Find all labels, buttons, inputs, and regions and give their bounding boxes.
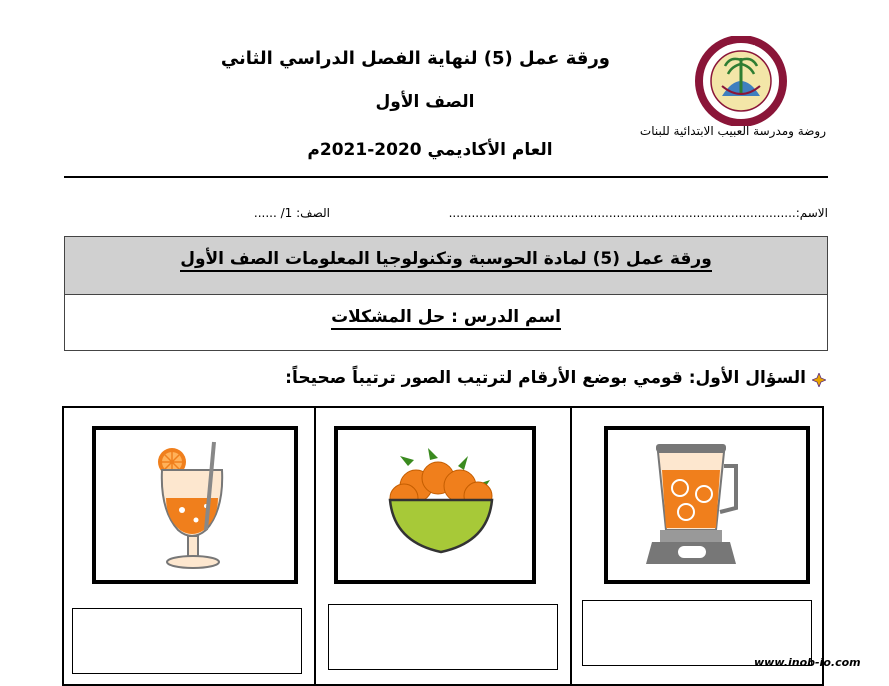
subject-banner: [64, 236, 828, 351]
blender-icon: [604, 426, 810, 584]
grade-title: الصف الأول: [375, 92, 475, 112]
orange-juice-icon: [92, 426, 298, 584]
question-text: السؤال الأول: قومي بوضع الأرقام لترتيب الصور ترتيباً صحيحاً:: [285, 368, 806, 388]
student-class-field[interactable]: الصف: 1/ ......: [253, 206, 330, 220]
subject-title: ورقة عمل (5) لمادة الحوسبة وتكنولوجيا المعلومات الصف الأول: [65, 249, 827, 269]
orange-bowl-icon: [334, 426, 536, 584]
lesson-title: اسم الدرس : حل المشكلات: [65, 307, 827, 327]
star-bullet-icon: [812, 372, 826, 391]
worksheet-title: ورقة عمل (5) لنهاية الفصل الدراسي الثاني: [220, 48, 610, 69]
school-name: روضة ومدرسة العبيب الابتدائية للبنات: [639, 124, 826, 138]
ministry-logo: [692, 36, 790, 126]
header-divider: [64, 176, 828, 178]
answer-box-juice[interactable]: [72, 608, 302, 674]
academic-year: العام الأكاديمي 2020-2021م: [307, 140, 553, 160]
student-name-field[interactable]: الاسم:...........................................................................................: [448, 206, 828, 220]
picture-grid: [62, 406, 824, 686]
svg-text:~~~~~: ~~~~~: [726, 42, 756, 50]
answer-box-bowl[interactable]: [328, 604, 558, 670]
watermark: www.inob-io.com: [754, 656, 861, 669]
